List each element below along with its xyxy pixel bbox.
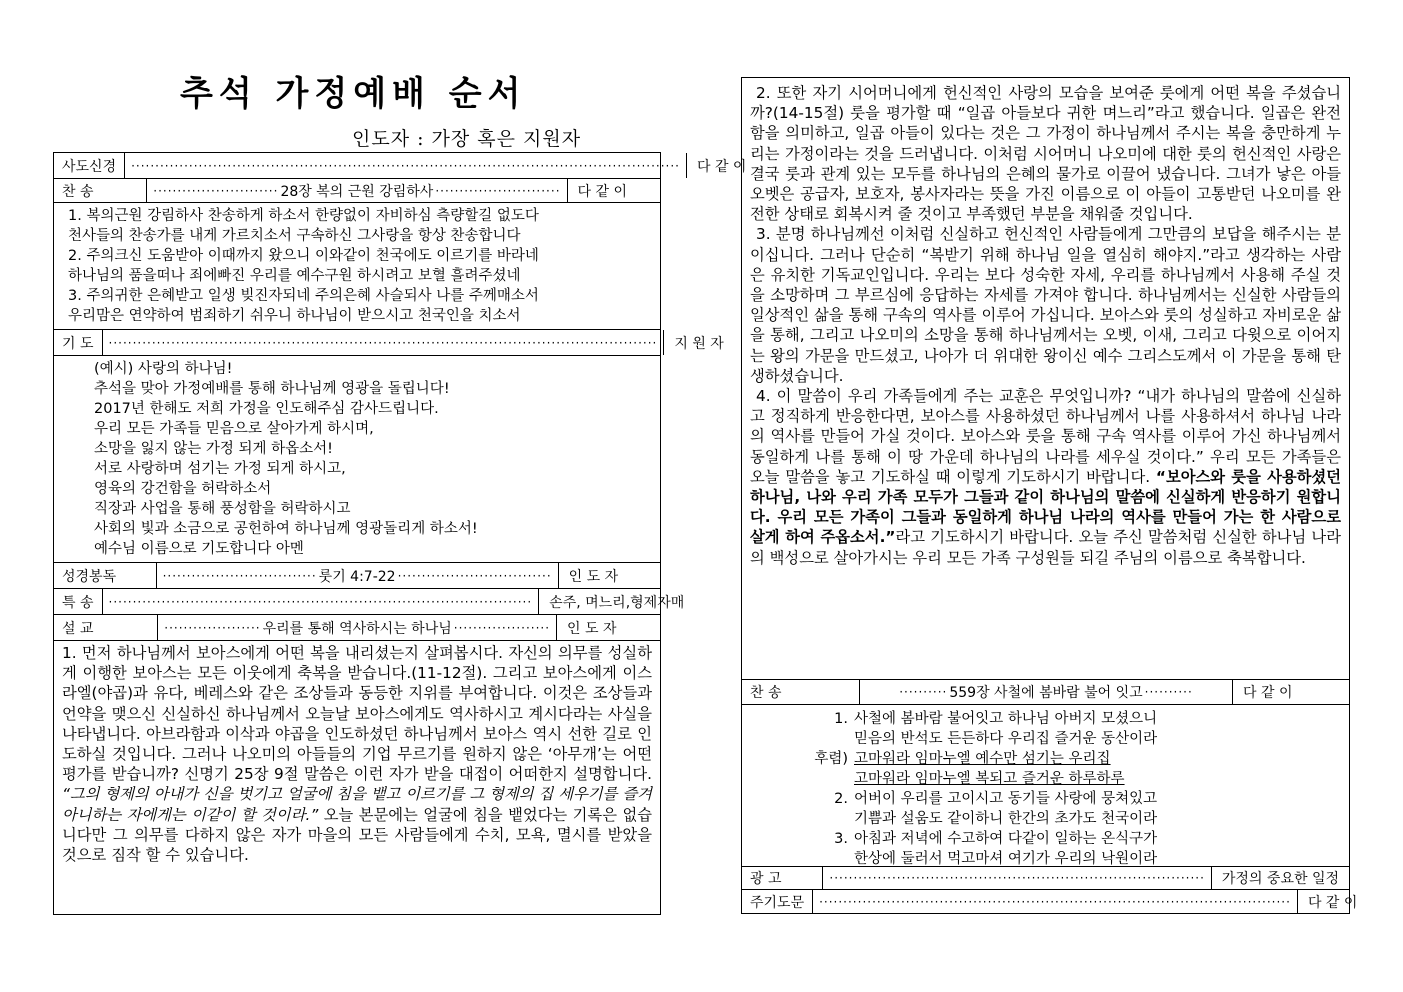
prayer-text [54, 356, 660, 563]
special-performers: 손주, 며느리,형제자매 [538, 589, 694, 614]
sermon1-text-c: 오늘 본문에는 얼굴에 침을 뱉었다는 기록은 없습니다만 그 의무를 다하지 않은 자가 마을의 모든 사람들에게 수치, 모욕, 멸시를 받았을 것으로 짐작 할 수 있습니다. [62, 805, 652, 865]
prayer-row [54, 330, 724, 356]
lyric-text: 믿음의 반석도 든든하다 우리집 즐거운 동산이라 [854, 731, 1158, 747]
scripture-row [54, 563, 660, 589]
prayer-dots: ·················································································································· [108, 335, 658, 350]
hymn2-leader: 다 같 이 [1232, 680, 1349, 704]
lyric-line [742, 809, 1349, 829]
lyric-line: 우리맘은 연약하여 범죄하기 쉬우니 하나님이 받으시고 천국인을 치소서 [68, 308, 521, 324]
lyric-line [742, 789, 1349, 809]
sermon-title-cell: ···················· 우리를 통해 역사하시는 하나님 ···················· [158, 615, 556, 640]
sermon-point-2: 2. 또한 자기 시어머니에게 헌신적인 사랑의 모습을 보여준 룻에게 어떤 복을 주셨습니까?(14-15절) 룻을 평가할 때 “일곱 아들보다 귀한 며느리”라고 했습니다. 일곱은 완전함을 의미하고, 일곱 아들이 있다는 것은 그 가정이 하나님께서 주시는 복을 충만하게 누리는 가정이라는 것을 드러냅니다. 이처럼 시어머니 나오미에 대한 룻의 헌신적인 사랑은 결국 룻과 관계 있는 모두를 하나님의 은혜의 물가로 이끌어 냈습니다. 그녀가 낳은 아들 오벳은 공급자, 보호자, 봉사자라는 뜻을 가진 이름으로 이 아들이 고통받던 나오미를 완전한 상태로 회복시켜 줄 것이고 부족했던 부분을 채워줄 것입니다. [750, 84, 1341, 224]
sermon-title: 우리를 통해 역사하시는 하나님 [262, 620, 452, 637]
scripture-ref-cell: ································ 룻기 4:7-22 ································ [157, 563, 558, 588]
verse-number: 2. [834, 791, 848, 807]
lyric-text: 고마워라 임마누엘 예수만 섬기는 우리집 [854, 751, 1111, 767]
prayer-line: 서로 사랑하며 섬기는 가정 되게 하시고, [94, 461, 346, 477]
hymn2-label: 찬 송 [742, 680, 860, 704]
prayer-line: 영육의 강건함을 허락하소서 [94, 481, 272, 497]
scripture-label: 성경봉독 [54, 563, 157, 588]
notice-row [742, 867, 1349, 890]
lyric-text: 한상에 둘러서 먹고마셔 여기가 우리의 낙원이라 [854, 851, 1158, 867]
lords-prayer-label: 주기도문 [742, 890, 813, 913]
sermon1-text-a: 1. 먼저 하나님께서 보아스에게 어떤 복을 내리셨는지 살펴봅시다. 자신의 의무를 성실하게 이행한 보아스는 모든 이웃에게 축복을 받습니다.(11-12절). 그리고 보아스에게 이스라엘(야곱)과 유다, 베레스와 같은 조상들과 동등한 지위를 부여합니다. 이것은 조상들과 언약을 맺으신 신실하신 하나님께서 오늘날 보아스에게도 역사하시고 계시다라는 사실을 나타냅니다. 아브라함과 이삭과 야곱을 인도하셨던 하나님께서 보아스 역시 선한 길로 인도하실 것입니다. 그러나 나오미의 아들들의 기업 무르기를 원하지 않은 ‘아무개’는 어떤 평가를 받습니까? 신명기 25장 9절 말씀은 이런 자가 받을 대접이 어떠한지 설명합니다. [62, 644, 653, 784]
hymn1-row [54, 179, 660, 203]
special-label: 특 송 [54, 589, 103, 614]
sermon-continued [742, 78, 1349, 680]
lyric-line [742, 729, 1349, 749]
creed-leader: 다 같 이 [686, 153, 756, 178]
prayer-line: 2017년 한해도 저희 가정을 인도해주심 감사드립니다. [94, 401, 439, 417]
sermon-point-1 [54, 641, 660, 914]
notice-label: 광 고 [742, 867, 823, 889]
sermon4-text-a: 4. 이 말씀이 우리 가족들에게 주는 교훈은 무엇입니까? “내가 하나님의 말씀에 신실하고 정직하게 반응한다면, 보아스를 사용하셨던 하나님께서 나를 사용하셔서 하나님 나라의 역사를 만들어 가실 것이다. 보아스와 룻을 통해 구속 역사를 이루어 가신 하나님께서 동일하게 나를 통해 이 땅 가운데 하나님의 나라를 세우실 것이다.” 우리 모든 가족들은 오늘 말씀을 놓고 기도하실 때 이렇게 기도하시기 바랍니다. [750, 387, 1341, 486]
prayer-leader: 지 원 자 [663, 330, 733, 355]
refrain-label: 후렴) [814, 751, 848, 767]
creed-row [54, 153, 747, 179]
hymn2-title: 559장 사철에 봄바람 불어 잇고 [949, 685, 1143, 701]
sermon-point-3: 3. 분명 하나님께선 이처럼 신실하고 헌신적인 사람들에게 그만큼의 보답을 해주시는 분이십니다. 그러나 단순히 “복받기 위해 하나님 일을 열심히 해야지.”라고 생각하는 사람은 유치한 기독교인입니다. 우리는 보다 성숙한 자세, 우리를 하나님께서 사용해 주실 것을 소망하며 그 부르심에 응답하는 자세를 가져야 합니다. 하나님께서는 신실한 사람들의 일상적인 삶을 통해 구속의 역사를 이루어 가십니다. 보아스와 룻의 성실하고 자비로운 삶을 통해, 그리고 나오미의 소망을 통해 하나님께서는 오벳, 이새, 그리고 다윗으로 이어지는 왕의 가문을 만드셨고, 나아가 더 위대한 왕이신 예수 그리스도께서 이 가문을 통해 탄생하셨습니다. [750, 225, 1341, 385]
lyric-line [742, 749, 1349, 769]
prayer-line: 직장과 사업을 통해 풍성함을 허락하시고 [94, 501, 351, 517]
hymn1-leader: 다 같 이 [567, 179, 660, 202]
sermon-row [54, 615, 660, 641]
verse-number: 3. [834, 831, 848, 847]
sermon1-quote: “그의 형제의 아내가 신을 벗기고 얼굴에 침을 뱉고 이르기를 그 형제의 집 세우기를 즐겨 아니하는 자에게는 이같이 할 것이라.” [62, 785, 652, 824]
lords-prayer-row [742, 890, 1358, 913]
sermon-point-4 [750, 386, 1341, 568]
lyric-line [742, 849, 1349, 869]
scripture-ref: 룻기 4:7-22 [318, 568, 396, 585]
prayer-line: 사회의 빛과 소금으로 공헌하여 하나님께 영광돌리게 하소서! [94, 521, 478, 537]
notice-dots: ·············································································· [829, 871, 1205, 885]
prayer-line: 소망을 잃지 않는 가정 되게 하옵소서! [94, 441, 333, 457]
lords-prayer-dots: ·································································································· [819, 894, 1291, 909]
lyric-line [742, 769, 1349, 789]
lyric-line [742, 829, 1349, 849]
lyric-text: 기쁨과 설움도 같이하니 한간의 초가도 천국이라 [854, 811, 1158, 827]
special-dots: ························································································ [108, 594, 533, 609]
lyric-line: 1. 복의근원 강림하사 찬송하게 하소서 한량없이 자비하심 측량할길 없도다 [68, 208, 539, 224]
notice-content: 가정의 중요한 일정 [1211, 867, 1349, 889]
hymn2-row [742, 680, 1349, 705]
special-row [54, 589, 685, 615]
left-order-table [53, 152, 747, 915]
lords-prayer-leader: 다 같 이 [1297, 890, 1367, 913]
scripture-leader: 인 도 자 [558, 563, 660, 588]
prayer-line: 예수님 이름으로 기도합니다 아멘 [94, 541, 304, 557]
prayer-line: (예시) 사랑의 하나님! [94, 361, 233, 377]
hymn1-label: 찬 송 [54, 179, 147, 202]
hymn1-lyrics [54, 203, 660, 330]
hymn1-title-cell: ·························· 28장 복의 근원 강림하사 ·························· [147, 179, 566, 202]
sermon-label: 설 교 [54, 615, 158, 640]
lyric-text: 아침과 저녁에 수고하여 다같이 일하는 온식구가 [854, 831, 1158, 847]
leader-label: 인도자 : 가장 혹은 지원자 [352, 128, 582, 150]
creed-label: 사도신경 [54, 153, 125, 178]
hymn2-title-cell: ·········· 559장 사철에 봄바람 불어 잇고 ·········· [860, 680, 1232, 704]
creed-dots: ·················································································································· [131, 158, 680, 173]
lyric-text: 어버이 우리를 고이시고 동기들 사랑에 뭉쳐있고 [854, 791, 1158, 807]
prayer-label: 기 도 [54, 330, 103, 355]
page-title: 추석 가정예배 순서 [180, 74, 527, 114]
lyric-line: 하나님의 품을떠나 죄에빠진 우리를 예수구원 하시려고 보혈 흘려주셨네 [68, 268, 521, 284]
prayer-line: 추석을 맞아 가정예배를 통해 하나님께 영광을 돌립니다! [94, 381, 450, 397]
sermon-leader: 인 도 자 [556, 615, 660, 640]
sermon4-prayer: “보아스와 룻을 사용하셨던 하나님, 나와 우리 가족 모두가 그들과 같이 하나님의 말씀에 신실하게 반응하기 원합니다. 우리 모든 가족이 그들과 동일하게 하나님 나라의 역사를 만들어 가는 한 사람으로 살게 하여 주옵소서.” [750, 467, 1342, 547]
lyric-text: 사철에 봄바람 불어잇고 하나님 아버지 모셨으니 [854, 711, 1158, 727]
sermon4-text-c: 라고 기도하시기 바랍니다. 오늘 주신 말씀처럼 신실한 하나님 나라의 백성으로 살아가시는 우리 모든 가족 구성원들 되길 주님의 이름으로 축복합니다. [750, 528, 1341, 567]
lyric-line: 3. 주의귀한 은혜받고 일생 빚진자되네 주의은혜 사슬되사 나를 주께매소서 [68, 288, 539, 304]
right-order-table [741, 77, 1358, 914]
prayer-line: 우리 모든 가족들 믿음으로 살아가게 하시며, [94, 421, 374, 437]
lyric-line [742, 709, 1349, 729]
hymn1-title: 28장 복의 근원 강림하사 [280, 183, 434, 200]
lyric-text: 고마워라 임마누엘 복되고 즐거운 하루하루 [854, 771, 1125, 787]
lyric-line: 천사들의 찬송가를 내게 가르치소서 구속하신 그사랑을 항상 찬송합니다 [68, 228, 521, 244]
hymn2-lyrics [742, 705, 1349, 867]
lyric-line: 2. 주의크신 도움받아 이때까지 왔으니 이와같이 천국에도 이르기를 바라네 [68, 248, 539, 264]
verse-number: 1. [834, 711, 848, 727]
